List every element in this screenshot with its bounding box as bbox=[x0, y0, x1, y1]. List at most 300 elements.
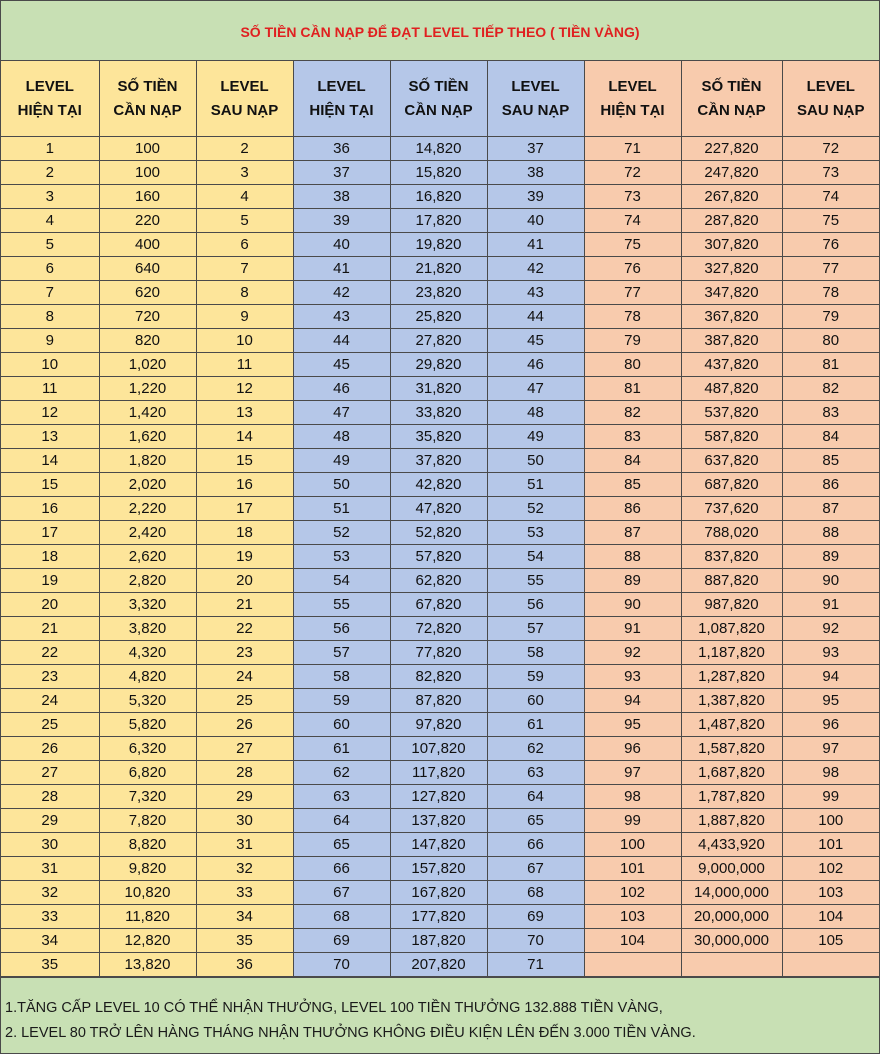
cell-amount-required: 177,820 bbox=[390, 905, 487, 929]
cell-level-after: 56 bbox=[487, 593, 584, 617]
cell-amount-required: 29,820 bbox=[390, 353, 487, 377]
cell-level-current: 99 bbox=[584, 809, 681, 833]
cell-amount-required: 247,820 bbox=[681, 161, 782, 185]
cell-amount-required: 1,287,820 bbox=[681, 665, 782, 689]
cell-level-after: 19 bbox=[196, 545, 293, 569]
cell-level-after: 101 bbox=[782, 833, 879, 857]
cell-level-after: 28 bbox=[196, 761, 293, 785]
table-header-row bbox=[1, 61, 879, 137]
cell-level-current: 95 bbox=[584, 713, 681, 737]
header-line: SAU NẠP bbox=[501, 101, 570, 119]
cell-level-after: 93 bbox=[782, 641, 879, 665]
table-row bbox=[1, 521, 879, 545]
table-row bbox=[1, 473, 879, 497]
cell-amount-required: 100 bbox=[99, 161, 196, 185]
cell-amount-required: 2,620 bbox=[99, 545, 196, 569]
cell-level-after: 53 bbox=[487, 521, 584, 545]
cell-level-current: 30 bbox=[1, 833, 99, 857]
header-line: CẦN NẠP bbox=[697, 101, 766, 119]
header-line: SAU NẠP bbox=[796, 101, 865, 119]
cell-level-after: 33 bbox=[196, 881, 293, 905]
header-line: SAU NẠP bbox=[210, 101, 279, 119]
cell-amount-required: 437,820 bbox=[681, 353, 782, 377]
cell-level-after: 100 bbox=[782, 809, 879, 833]
table-row bbox=[1, 425, 879, 449]
cell-amount-required: 1,020 bbox=[99, 353, 196, 377]
cell-level-current: 59 bbox=[293, 689, 390, 713]
cell-level-current: 43 bbox=[293, 305, 390, 329]
cell-level-current: 84 bbox=[584, 449, 681, 473]
cell-level-current: 6 bbox=[1, 257, 99, 281]
cell-amount-required: 23,820 bbox=[390, 281, 487, 305]
cell-level-current: 4 bbox=[1, 209, 99, 233]
cell-level-after: 80 bbox=[782, 329, 879, 353]
cell-level-after: 103 bbox=[782, 881, 879, 905]
cell-level-after: 89 bbox=[782, 545, 879, 569]
cell-level-current: 73 bbox=[584, 185, 681, 209]
cell-level-after: 8 bbox=[196, 281, 293, 305]
cell-level-current bbox=[584, 953, 681, 977]
cell-level-after bbox=[782, 953, 879, 977]
cell-amount-required: 77,820 bbox=[390, 641, 487, 665]
header-amount-required bbox=[390, 61, 487, 137]
cell-amount-required: 227,820 bbox=[681, 137, 782, 161]
table-row bbox=[1, 185, 879, 209]
cell-amount-required: 6,820 bbox=[99, 761, 196, 785]
header-line: LEVEL bbox=[25, 77, 74, 95]
cell-amount-required: 42,820 bbox=[390, 473, 487, 497]
header-amount-required bbox=[681, 61, 782, 137]
cell-level-current: 42 bbox=[293, 281, 390, 305]
header-level-after bbox=[196, 61, 293, 137]
cell-level-after: 105 bbox=[782, 929, 879, 953]
cell-amount-required: 637,820 bbox=[681, 449, 782, 473]
header-line: LEVEL bbox=[317, 77, 366, 95]
cell-level-current: 90 bbox=[584, 593, 681, 617]
cell-level-after: 43 bbox=[487, 281, 584, 305]
cell-level-after: 11 bbox=[196, 353, 293, 377]
cell-level-current: 3 bbox=[1, 185, 99, 209]
cell-level-after: 69 bbox=[487, 905, 584, 929]
cell-level-current: 57 bbox=[293, 641, 390, 665]
cell-amount-required: 20,000,000 bbox=[681, 905, 782, 929]
cell-amount-required: 1,087,820 bbox=[681, 617, 782, 641]
cell-level-current: 53 bbox=[293, 545, 390, 569]
cell-amount-required: 100 bbox=[99, 137, 196, 161]
cell-level-current: 103 bbox=[584, 905, 681, 929]
cell-level-after: 86 bbox=[782, 473, 879, 497]
table-row bbox=[1, 641, 879, 665]
cell-level-current: 68 bbox=[293, 905, 390, 929]
cell-level-current: 92 bbox=[584, 641, 681, 665]
cell-amount-required: 788,020 bbox=[681, 521, 782, 545]
cell-level-current: 29 bbox=[1, 809, 99, 833]
cell-level-after: 37 bbox=[487, 137, 584, 161]
cell-level-current: 16 bbox=[1, 497, 99, 521]
cell-level-current: 5 bbox=[1, 233, 99, 257]
cell-amount-required: 17,820 bbox=[390, 209, 487, 233]
cell-amount-required: 67,820 bbox=[390, 593, 487, 617]
cell-amount-required: 207,820 bbox=[390, 953, 487, 977]
cell-level-after: 84 bbox=[782, 425, 879, 449]
cell-level-after: 36 bbox=[196, 953, 293, 977]
cell-level-current: 58 bbox=[293, 665, 390, 689]
table-row bbox=[1, 449, 879, 473]
cell-level-after: 64 bbox=[487, 785, 584, 809]
cell-level-current: 80 bbox=[584, 353, 681, 377]
cell-amount-required: 3,820 bbox=[99, 617, 196, 641]
table-row bbox=[1, 233, 879, 257]
cell-level-after: 17 bbox=[196, 497, 293, 521]
cell-level-current: 38 bbox=[293, 185, 390, 209]
cell-amount-required: 11,820 bbox=[99, 905, 196, 929]
cell-level-after: 66 bbox=[487, 833, 584, 857]
cell-level-current: 55 bbox=[293, 593, 390, 617]
cell-level-current: 93 bbox=[584, 665, 681, 689]
cell-amount-required: 25,820 bbox=[390, 305, 487, 329]
cell-level-current: 32 bbox=[1, 881, 99, 905]
cell-level-current: 66 bbox=[293, 857, 390, 881]
cell-amount-required: 8,820 bbox=[99, 833, 196, 857]
cell-amount-required: 887,820 bbox=[681, 569, 782, 593]
cell-level-after: 34 bbox=[196, 905, 293, 929]
cell-level-after: 94 bbox=[782, 665, 879, 689]
cell-amount-required: 9,000,000 bbox=[681, 857, 782, 881]
cell-level-after: 50 bbox=[487, 449, 584, 473]
cell-amount-required: 19,820 bbox=[390, 233, 487, 257]
cell-level-current: 75 bbox=[584, 233, 681, 257]
cell-amount-required: 487,820 bbox=[681, 377, 782, 401]
cell-amount-required: 1,187,820 bbox=[681, 641, 782, 665]
cell-level-after: 22 bbox=[196, 617, 293, 641]
cell-level-current: 56 bbox=[293, 617, 390, 641]
cell-level-after: 40 bbox=[487, 209, 584, 233]
table-row bbox=[1, 953, 879, 977]
cell-amount-required: 2,420 bbox=[99, 521, 196, 545]
cell-amount-required: 1,220 bbox=[99, 377, 196, 401]
cell-amount-required: 1,587,820 bbox=[681, 737, 782, 761]
cell-amount-required: 147,820 bbox=[390, 833, 487, 857]
cell-level-current: 26 bbox=[1, 737, 99, 761]
cell-level-after: 72 bbox=[782, 137, 879, 161]
cell-level-current: 63 bbox=[293, 785, 390, 809]
cell-level-current: 76 bbox=[584, 257, 681, 281]
cell-amount-required: 57,820 bbox=[390, 545, 487, 569]
header-line: SỐ TIỀN bbox=[408, 77, 469, 95]
header-line: SỐ TIỀN bbox=[117, 77, 178, 95]
cell-level-after: 87 bbox=[782, 497, 879, 521]
table-row bbox=[1, 713, 879, 737]
cell-level-current: 45 bbox=[293, 353, 390, 377]
cell-level-after: 41 bbox=[487, 233, 584, 257]
cell-level-current: 104 bbox=[584, 929, 681, 953]
header-amount-required bbox=[99, 61, 196, 137]
header-line: HIỆN TẠI bbox=[309, 101, 374, 119]
cell-level-current: 83 bbox=[584, 425, 681, 449]
cell-level-current: 9 bbox=[1, 329, 99, 353]
cell-level-current: 47 bbox=[293, 401, 390, 425]
cell-level-current: 97 bbox=[584, 761, 681, 785]
cell-level-current: 10 bbox=[1, 353, 99, 377]
cell-level-after: 48 bbox=[487, 401, 584, 425]
cell-amount-required: 640 bbox=[99, 257, 196, 281]
cell-level-after: 25 bbox=[196, 689, 293, 713]
cell-level-after: 46 bbox=[487, 353, 584, 377]
cell-level-after: 61 bbox=[487, 713, 584, 737]
cell-amount-required: 1,420 bbox=[99, 401, 196, 425]
cell-level-current: 41 bbox=[293, 257, 390, 281]
cell-amount-required: 14,000,000 bbox=[681, 881, 782, 905]
cell-amount-required: 5,820 bbox=[99, 713, 196, 737]
cell-amount-required: 16,820 bbox=[390, 185, 487, 209]
cell-level-after: 91 bbox=[782, 593, 879, 617]
cell-level-after: 9 bbox=[196, 305, 293, 329]
cell-level-current: 35 bbox=[1, 953, 99, 977]
cell-level-current: 2 bbox=[1, 161, 99, 185]
cell-level-current: 74 bbox=[584, 209, 681, 233]
cell-level-after: 51 bbox=[487, 473, 584, 497]
cell-level-current: 23 bbox=[1, 665, 99, 689]
cell-level-after: 2 bbox=[196, 137, 293, 161]
cell-amount-required: 117,820 bbox=[390, 761, 487, 785]
cell-level-after: 97 bbox=[782, 737, 879, 761]
cell-level-after: 99 bbox=[782, 785, 879, 809]
cell-level-after: 49 bbox=[487, 425, 584, 449]
cell-amount-required: 13,820 bbox=[99, 953, 196, 977]
cell-level-after: 27 bbox=[196, 737, 293, 761]
cell-level-current: 40 bbox=[293, 233, 390, 257]
cell-level-current: 71 bbox=[584, 137, 681, 161]
header-line: LEVEL bbox=[608, 77, 657, 95]
cell-level-after: 85 bbox=[782, 449, 879, 473]
cell-amount-required: 97,820 bbox=[390, 713, 487, 737]
cell-level-after: 71 bbox=[487, 953, 584, 977]
page-title: SỐ TIỀN CẦN NẠP ĐỂ ĐẠT LEVEL TIẾP THEO ( TIỀN VÀNG) bbox=[1, 1, 879, 61]
cell-amount-required: 35,820 bbox=[390, 425, 487, 449]
cell-level-current: 62 bbox=[293, 761, 390, 785]
cell-level-current: 100 bbox=[584, 833, 681, 857]
cell-level-after: 5 bbox=[196, 209, 293, 233]
cell-level-current: 34 bbox=[1, 929, 99, 953]
cell-level-current: 89 bbox=[584, 569, 681, 593]
cell-level-after: 54 bbox=[487, 545, 584, 569]
cell-level-after: 30 bbox=[196, 809, 293, 833]
cell-level-after: 98 bbox=[782, 761, 879, 785]
cell-level-after: 78 bbox=[782, 281, 879, 305]
cell-amount-required: 87,820 bbox=[390, 689, 487, 713]
header-line: LEVEL bbox=[511, 77, 560, 95]
header-level-current bbox=[293, 61, 390, 137]
cell-level-current: 61 bbox=[293, 737, 390, 761]
cell-amount-required: 62,820 bbox=[390, 569, 487, 593]
cell-amount-required: 1,620 bbox=[99, 425, 196, 449]
cell-level-current: 13 bbox=[1, 425, 99, 449]
header-line: LEVEL bbox=[806, 77, 855, 95]
cell-amount-required: 737,620 bbox=[681, 497, 782, 521]
cell-level-after: 57 bbox=[487, 617, 584, 641]
note-line-2: 2. LEVEL 80 TRỞ LÊN HÀNG THÁNG NHẬN THƯỞNG KHÔNG ĐIỀU KIỆN LÊN ĐẾN 3.000 TIỀN VÀNG. bbox=[5, 1025, 696, 1041]
cell-amount-required: 3,320 bbox=[99, 593, 196, 617]
cell-level-after: 6 bbox=[196, 233, 293, 257]
cell-level-current: 70 bbox=[293, 953, 390, 977]
cell-amount-required: 987,820 bbox=[681, 593, 782, 617]
header-line: LEVEL bbox=[220, 77, 269, 95]
cell-level-current: 33 bbox=[1, 905, 99, 929]
cell-level-current: 50 bbox=[293, 473, 390, 497]
cell-amount-required: 367,820 bbox=[681, 305, 782, 329]
cell-level-after: 95 bbox=[782, 689, 879, 713]
cell-level-after: 39 bbox=[487, 185, 584, 209]
cell-level-after: 26 bbox=[196, 713, 293, 737]
cell-level-current: 28 bbox=[1, 785, 99, 809]
cell-level-after: 12 bbox=[196, 377, 293, 401]
cell-level-after: 96 bbox=[782, 713, 879, 737]
table-row bbox=[1, 305, 879, 329]
cell-level-current: 101 bbox=[584, 857, 681, 881]
cell-level-current: 85 bbox=[584, 473, 681, 497]
cell-level-current: 72 bbox=[584, 161, 681, 185]
cell-level-current: 60 bbox=[293, 713, 390, 737]
cell-amount-required: 4,820 bbox=[99, 665, 196, 689]
cell-amount-required: 220 bbox=[99, 209, 196, 233]
cell-level-after: 92 bbox=[782, 617, 879, 641]
cell-level-current: 82 bbox=[584, 401, 681, 425]
cell-level-current: 102 bbox=[584, 881, 681, 905]
cell-amount-required bbox=[681, 953, 782, 977]
cell-level-after: 45 bbox=[487, 329, 584, 353]
cell-amount-required: 52,820 bbox=[390, 521, 487, 545]
cell-amount-required: 127,820 bbox=[390, 785, 487, 809]
cell-level-after: 67 bbox=[487, 857, 584, 881]
cell-amount-required: 167,820 bbox=[390, 881, 487, 905]
table-row bbox=[1, 137, 879, 161]
cell-amount-required: 107,820 bbox=[390, 737, 487, 761]
table-row bbox=[1, 161, 879, 185]
cell-level-after: 77 bbox=[782, 257, 879, 281]
cell-level-after: 47 bbox=[487, 377, 584, 401]
header-level-after bbox=[782, 61, 879, 137]
cell-level-current: 52 bbox=[293, 521, 390, 545]
cell-level-after: 82 bbox=[782, 377, 879, 401]
table-row bbox=[1, 833, 879, 857]
table-row bbox=[1, 377, 879, 401]
cell-level-after: 104 bbox=[782, 905, 879, 929]
cell-amount-required: 37,820 bbox=[390, 449, 487, 473]
cell-level-after: 32 bbox=[196, 857, 293, 881]
cell-level-current: 18 bbox=[1, 545, 99, 569]
header-line: HIỆN TẠI bbox=[600, 101, 665, 119]
cell-level-current: 36 bbox=[293, 137, 390, 161]
cell-amount-required: 33,820 bbox=[390, 401, 487, 425]
cell-amount-required: 5,320 bbox=[99, 689, 196, 713]
cell-amount-required: 1,687,820 bbox=[681, 761, 782, 785]
header-line: CẦN NẠP bbox=[113, 101, 182, 119]
cell-level-after: 44 bbox=[487, 305, 584, 329]
cell-amount-required: 267,820 bbox=[681, 185, 782, 209]
cell-level-after: 62 bbox=[487, 737, 584, 761]
cell-level-current: 27 bbox=[1, 761, 99, 785]
cell-level-current: 8 bbox=[1, 305, 99, 329]
cell-level-after: 38 bbox=[487, 161, 584, 185]
table-row bbox=[1, 545, 879, 569]
table-row bbox=[1, 689, 879, 713]
cell-amount-required: 720 bbox=[99, 305, 196, 329]
cell-level-current: 12 bbox=[1, 401, 99, 425]
cell-level-after: 58 bbox=[487, 641, 584, 665]
table-row bbox=[1, 857, 879, 881]
cell-level-current: 1 bbox=[1, 137, 99, 161]
notes-footer bbox=[1, 977, 879, 1053]
cell-level-current: 81 bbox=[584, 377, 681, 401]
cell-level-current: 96 bbox=[584, 737, 681, 761]
cell-level-current: 87 bbox=[584, 521, 681, 545]
cell-level-current: 67 bbox=[293, 881, 390, 905]
cell-level-current: 77 bbox=[584, 281, 681, 305]
cell-amount-required: 9,820 bbox=[99, 857, 196, 881]
cell-amount-required: 21,820 bbox=[390, 257, 487, 281]
table-row bbox=[1, 353, 879, 377]
header-line: HIỆN TẠI bbox=[17, 101, 82, 119]
cell-amount-required: 400 bbox=[99, 233, 196, 257]
cell-amount-required: 347,820 bbox=[681, 281, 782, 305]
cell-level-current: 11 bbox=[1, 377, 99, 401]
cell-level-current: 51 bbox=[293, 497, 390, 521]
cell-amount-required: 4,320 bbox=[99, 641, 196, 665]
cell-level-current: 7 bbox=[1, 281, 99, 305]
cell-level-current: 21 bbox=[1, 617, 99, 641]
table-row bbox=[1, 497, 879, 521]
cell-level-current: 25 bbox=[1, 713, 99, 737]
cell-level-after: 90 bbox=[782, 569, 879, 593]
cell-amount-required: 327,820 bbox=[681, 257, 782, 281]
cell-level-after: 73 bbox=[782, 161, 879, 185]
cell-level-current: 79 bbox=[584, 329, 681, 353]
cell-level-after: 13 bbox=[196, 401, 293, 425]
cell-amount-required: 7,820 bbox=[99, 809, 196, 833]
cell-level-after: 20 bbox=[196, 569, 293, 593]
table-row bbox=[1, 257, 879, 281]
cell-level-current: 69 bbox=[293, 929, 390, 953]
cell-level-after: 76 bbox=[782, 233, 879, 257]
cell-level-current: 31 bbox=[1, 857, 99, 881]
cell-level-after: 29 bbox=[196, 785, 293, 809]
table-row bbox=[1, 881, 879, 905]
cell-level-after: 68 bbox=[487, 881, 584, 905]
cell-amount-required: 31,820 bbox=[390, 377, 487, 401]
header-line: SỐ TIỀN bbox=[701, 77, 762, 95]
cell-level-after: 24 bbox=[196, 665, 293, 689]
table-row bbox=[1, 929, 879, 953]
cell-level-after: 15 bbox=[196, 449, 293, 473]
cell-level-after: 10 bbox=[196, 329, 293, 353]
cell-amount-required: 2,020 bbox=[99, 473, 196, 497]
cell-amount-required: 187,820 bbox=[390, 929, 487, 953]
header-line: CẦN NẠP bbox=[404, 101, 473, 119]
cell-level-after: 88 bbox=[782, 521, 879, 545]
cell-amount-required: 7,320 bbox=[99, 785, 196, 809]
cell-amount-required: 387,820 bbox=[681, 329, 782, 353]
cell-level-after: 79 bbox=[782, 305, 879, 329]
cell-amount-required: 1,820 bbox=[99, 449, 196, 473]
cell-level-current: 46 bbox=[293, 377, 390, 401]
table-row bbox=[1, 593, 879, 617]
cell-level-after: 7 bbox=[196, 257, 293, 281]
cell-amount-required: 82,820 bbox=[390, 665, 487, 689]
cell-amount-required: 4,433,920 bbox=[681, 833, 782, 857]
cell-level-after: 42 bbox=[487, 257, 584, 281]
table-row bbox=[1, 809, 879, 833]
cell-level-current: 14 bbox=[1, 449, 99, 473]
